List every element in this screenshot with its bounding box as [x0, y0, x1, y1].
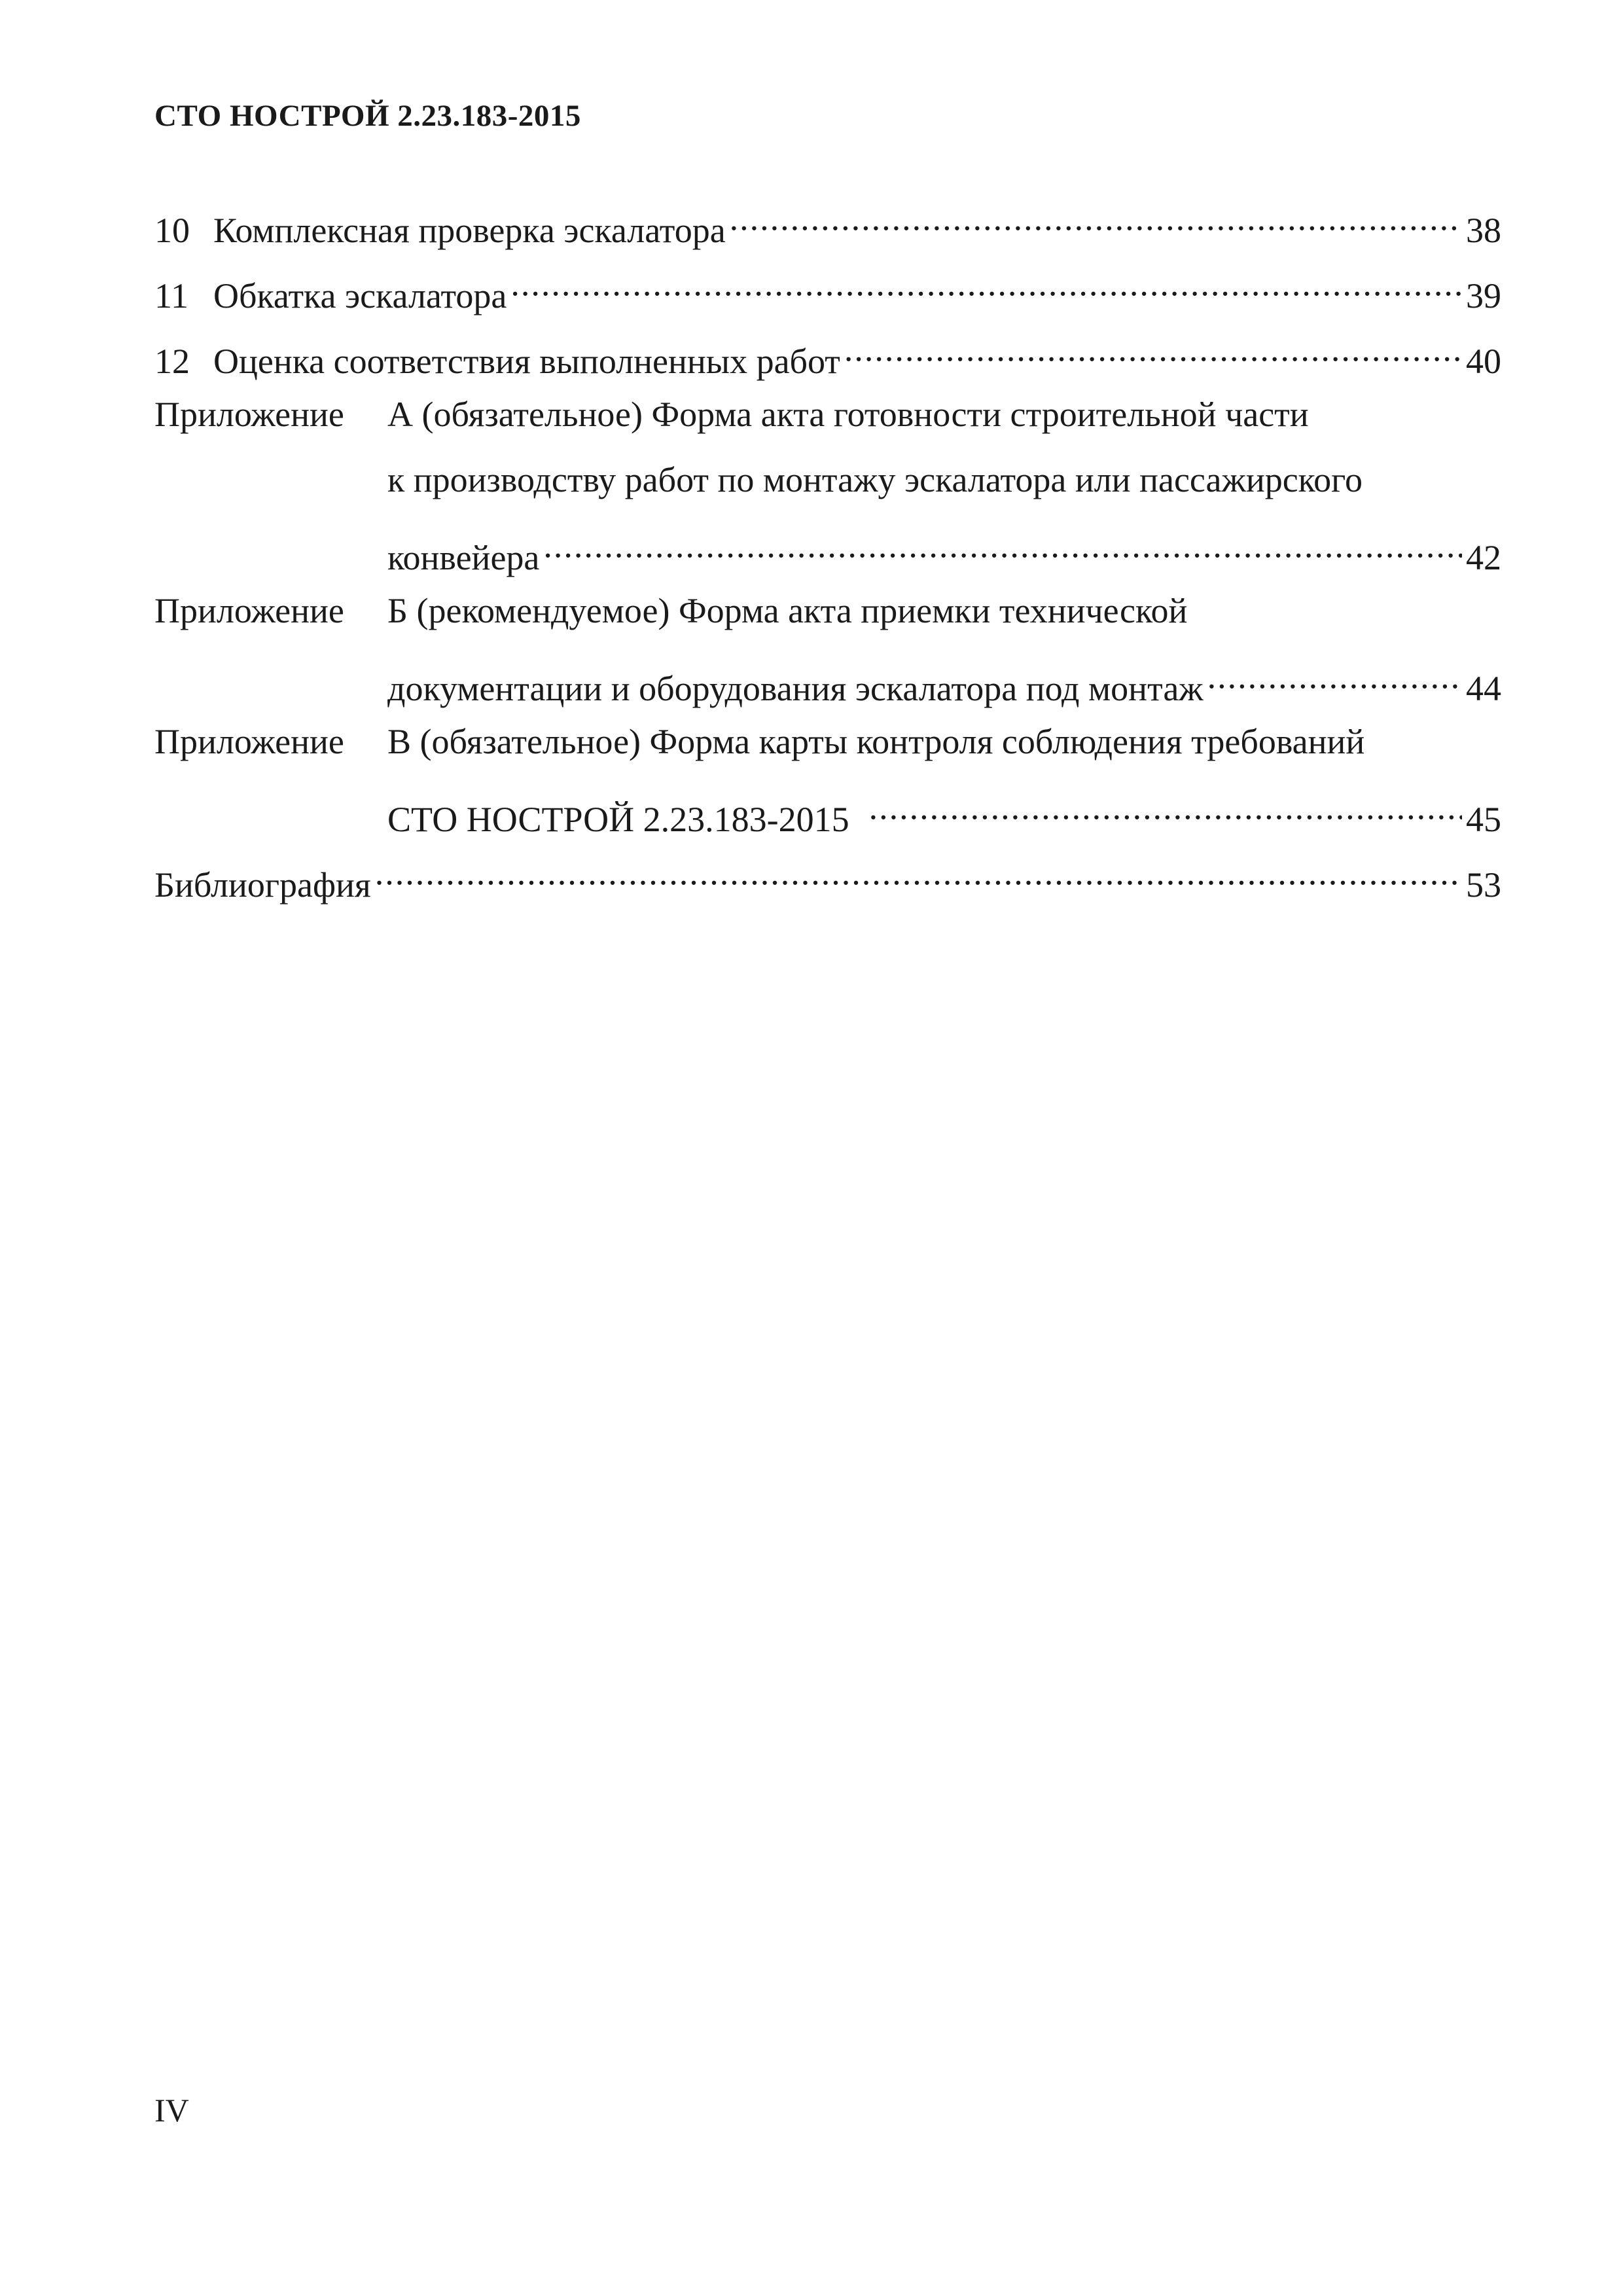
appendix-title-line: конвейера — [387, 538, 540, 577]
dot-leader — [510, 259, 1462, 308]
toc-entry-bibliography[interactable] — [154, 848, 1501, 914]
toc-entry-title: Библиография — [154, 865, 371, 905]
toc-entry-page: 39 — [1466, 276, 1501, 315]
toc-entry-number: 10 — [154, 211, 190, 250]
dot-leader — [1207, 652, 1462, 700]
toc-entry-title: Оценка соответствия выполненных работ — [213, 342, 840, 381]
toc-entry-10[interactable] — [154, 194, 1501, 259]
appendix-prefix: Приложение — [154, 591, 344, 630]
page-number: IV — [154, 2092, 189, 2128]
toc-entry-title: Комплексная проверка эскалатора — [213, 211, 726, 250]
dot-leader — [730, 194, 1462, 242]
toc-entry-page: 42 — [1466, 538, 1501, 577]
appendix-prefix: Приложение — [154, 722, 344, 761]
dot-leader — [375, 848, 1462, 897]
dot-leader — [543, 521, 1462, 569]
document-header: СТО НОСТРОЙ 2.23.183-2015 — [154, 99, 581, 133]
appendix-title-line: А (обязательное) Форма акта готовности строительной части — [387, 395, 1309, 434]
toc-entry-page: 44 — [1466, 669, 1501, 708]
appendix-title-line: СТО НОСТРОЙ 2.23.183-2015 — [387, 800, 849, 839]
toc-entry-page: 45 — [1466, 800, 1501, 839]
toc-entry-page: 53 — [1466, 865, 1501, 905]
dot-leader — [869, 783, 1462, 831]
appendix-title-line: к производству работ по монтажу эскалатора или пассажирского — [387, 460, 1363, 499]
toc-appendix-a[interactable] — [154, 390, 1501, 586]
appendix-title-line: Б (рекомендуемое) Форма акта приемки технической — [387, 591, 1188, 630]
toc-entry-11[interactable] — [154, 259, 1501, 325]
toc-appendix-v[interactable] — [154, 717, 1501, 848]
toc-entry-page: 40 — [1466, 342, 1501, 381]
toc-entry-title: Обкатка эскалатора — [213, 276, 507, 315]
toc-entry-page: 38 — [1466, 211, 1501, 250]
toc-entry-12[interactable] — [154, 325, 1501, 390]
toc-entry-number: 12 — [154, 342, 190, 381]
toc-entry-number: 11 — [154, 276, 188, 315]
dot-leader — [844, 325, 1462, 373]
table-of-contents — [154, 194, 1501, 914]
toc-appendix-b[interactable] — [154, 586, 1501, 717]
appendix-title-line: В (обязательное) Форма карты контроля соблюдения требований — [387, 722, 1365, 761]
appendix-prefix: Приложение — [154, 395, 344, 434]
appendix-title-line: документации и оборудования эскалатора под монтаж — [387, 669, 1204, 708]
